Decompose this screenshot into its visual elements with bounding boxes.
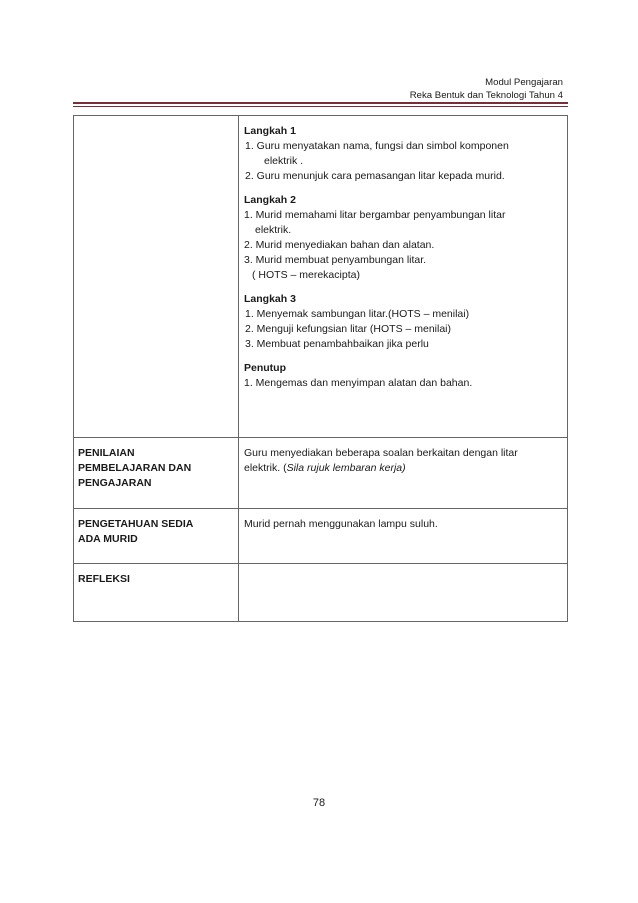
langkah-2-title: Langkah 2 (244, 194, 296, 206)
langkah-2-line: ( HOTS – merekacipta) (252, 269, 360, 281)
module-subtitle: Reka Bentuk dan Teknologi Tahun 4 (409, 90, 563, 101)
langkah-1-line: elektrik . (264, 155, 304, 167)
langkah-3-line: 3. Membuat penambahbaikan jika perlu (245, 338, 429, 350)
penilaian-label-line: PENILAIAN (78, 447, 135, 459)
langkah-content-cell (239, 116, 568, 438)
refleksi-label-text: REFLEKSI (78, 573, 130, 585)
table-row-penilaian (74, 438, 568, 509)
langkah-1-block (244, 124, 561, 184)
langkah-3-title: Langkah 3 (244, 293, 296, 305)
langkah-2-line: 3. Murid membuat penyambungan litar. (244, 254, 427, 266)
table-row-pengetahuan (74, 509, 568, 564)
penutup-title: Penutup (244, 362, 286, 374)
langkah-3-line: 2. Menguji kefungsian litar (HOTS – menilai) (245, 323, 452, 335)
penilaian-label-line: PENGAJARAN (78, 477, 152, 489)
penilaian-content (239, 438, 568, 509)
penilaian-text-line2 (244, 461, 561, 476)
langkah-1-title: Langkah 1 (244, 125, 296, 137)
langkah-2-line: 2. Murid menyediakan bahan dan alatan. (244, 239, 435, 251)
pengetahuan-label (74, 509, 239, 564)
langkah-2-line: elektrik. (255, 224, 292, 236)
penutup-line: 1. Mengemas dan menyimpan alatan dan bahan. (244, 377, 473, 389)
refleksi-label (74, 564, 239, 622)
refleksi-content (239, 564, 568, 622)
langkah-1-line: 2. Guru menunjuk cara pemasangan litar kepada murid. (245, 170, 505, 182)
penutup-block (244, 361, 561, 391)
page-header (410, 76, 563, 102)
pengetahuan-label-line: PENGETAHUAN SEDIA (78, 518, 194, 530)
module-title: Modul Pengajaran (485, 77, 563, 88)
pengetahuan-label-line: ADA MURID (78, 533, 138, 545)
pengetahuan-text: Murid pernah menggunakan lampu suluh. (244, 518, 438, 530)
page-number: 78 (312, 797, 326, 809)
langkah-1-line: 1. Guru menyatakan nama, fungsi dan simbol komponen (245, 140, 509, 152)
langkah-2-block (244, 193, 561, 283)
langkah-label-cell (74, 116, 239, 438)
header-rule-thin (73, 106, 568, 107)
langkah-3-line: 1. Menyemak sambungan litar.(HOTS – menilai) (245, 308, 470, 320)
pengetahuan-content (239, 509, 568, 564)
penilaian-label-line: PEMBELAJARAN DAN (78, 462, 192, 474)
penilaian-text-prefix: elektrik. ( (244, 462, 287, 474)
penilaian-label (74, 438, 239, 509)
table-row-refleksi (74, 564, 568, 622)
langkah-2-line: 1. Murid memahami litar bergambar penyambungan litar (244, 209, 506, 221)
lesson-plan-table (73, 115, 568, 622)
table-row-langkah (74, 116, 568, 438)
penilaian-text: Guru menyediakan beberapa soalan berkaitan dengan litar (244, 447, 518, 459)
penilaian-text-note: Sila rujuk lembaran kerja) (286, 462, 406, 474)
langkah-3-block (244, 292, 561, 352)
header-rule-thick (73, 102, 568, 104)
